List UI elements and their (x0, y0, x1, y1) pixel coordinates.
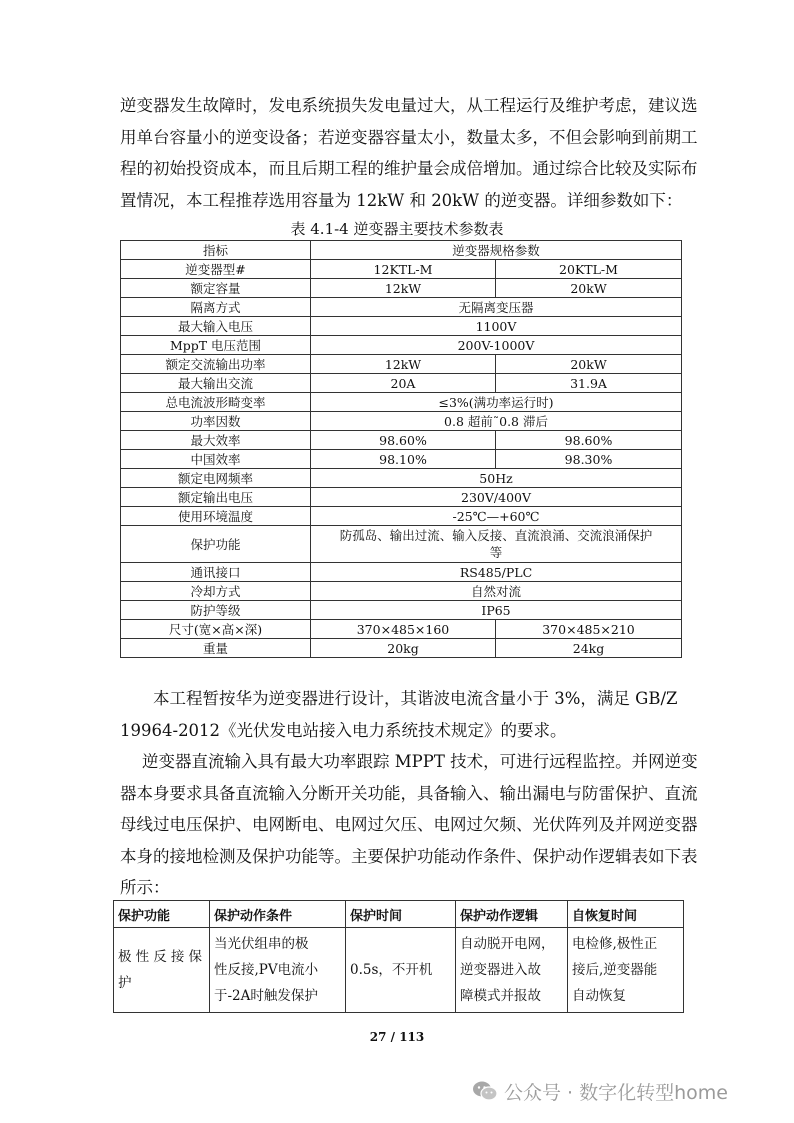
spec-value-cell: 370×485×160 (311, 620, 496, 639)
spec-label-cell: 逆变器型# (121, 260, 311, 279)
spec-label-cell: 尺寸(宽×高×深) (121, 620, 311, 639)
table-row (121, 393, 682, 412)
spec-value-cell: 20kW (496, 355, 682, 374)
spec-value-cell: 24kg (496, 639, 682, 658)
header-cell: 保护动作逻辑 (456, 901, 568, 928)
table-row (121, 507, 682, 526)
para-line: 本工程暂按华为逆变器进行设计，其谐波电流含量小于 3%，满足 GB/Z (153, 689, 678, 708)
intro-line: 逆变器发生故障时，发电系统损失发电量过大，从工程运行及维护考虑，建议选 (120, 96, 698, 115)
spec-value-cell: 自然对流 (311, 582, 682, 601)
cell-line: 障模式并报故 (460, 988, 541, 1004)
cell-line: 等 (489, 545, 503, 560)
spec-value-cell: 230V/400V (311, 488, 682, 507)
para-line: 逆变器直流输入具有最大功率跟踪 MPPT 技术，可进行远程监控。并网逆变 (142, 752, 698, 771)
para-line: 母线过电压保护、电网断电、电网过欠压、电网过欠频、光伏阵列及并网逆变器 (120, 815, 698, 834)
table-row (121, 488, 682, 507)
cell-text: 0.5s，不开机 (350, 962, 433, 978)
intro-line: 程的初始投资成本，而且后期工程的维护量会成倍增加。通过综合比较及实际布 (120, 159, 698, 178)
spec-value-cell: 20kW (496, 279, 682, 298)
spec-label-cell: 重量 (121, 639, 311, 658)
table-row (121, 601, 682, 620)
logic-cell (456, 928, 568, 1013)
header-cell: 指标 (121, 241, 311, 260)
spec-label-cell: 防护等级 (121, 601, 311, 620)
table-row (121, 469, 682, 488)
spec-value-cell: IP65 (311, 601, 682, 620)
spec-value-cell: 98.60% (311, 431, 496, 450)
time-cell (346, 928, 456, 1013)
spec-label-cell: 冷却方式 (121, 582, 311, 601)
table-row (121, 336, 682, 355)
table-row (121, 563, 682, 582)
cell-line: 接后,逆变器能 (572, 962, 658, 978)
para-line: 19964-2012《光伏发电站接入电力系统技术规定》的要求。 (120, 720, 567, 740)
table-row (121, 279, 682, 298)
table-row (121, 526, 682, 563)
spec-value-cell: 50Hz (311, 469, 682, 488)
protection-logic-table (113, 900, 684, 1013)
cell-line: 逆变器进入故 (460, 962, 541, 978)
intro-line: 用单台容量小的逆变设备；若逆变器容量太小，数量太多，不但会影响到前期工 (120, 127, 698, 147)
header-cell: 保护动作条件 (210, 901, 346, 928)
cell-line: 防孤岛、输出过流、输入反接、直流浪涌、交流浪涌保护 (339, 528, 653, 543)
table-header-row (121, 241, 682, 260)
table-row (121, 639, 682, 658)
function-cell (114, 928, 210, 1013)
spec-label-cell: MppT 电压范围 (121, 336, 311, 355)
spec-label-cell: 最大输出交流 (121, 374, 311, 393)
spec-value-cell: RS485/PLC (311, 563, 682, 582)
spec-label-cell: 功率因数 (121, 412, 311, 431)
spec-value-cell: 20A (311, 374, 496, 393)
table-row (121, 431, 682, 450)
header-cell: 保护功能 (114, 901, 210, 928)
recovery-cell (568, 928, 684, 1013)
wechat-icon (472, 1080, 498, 1102)
para-line: 器本身要求具备直流输入分断开关功能，具备输入、输出漏电与防雷保护、直流 (120, 783, 698, 803)
table-row (114, 928, 684, 1013)
table-row (121, 355, 682, 374)
cell-line: 自动脱开电网， (460, 936, 555, 952)
spec-label-cell: 额定交流输出功率 (121, 355, 311, 374)
spec-value-cell: 无隔离变压器 (311, 298, 682, 317)
spec-value-cell: 98.10% (311, 450, 496, 469)
spec-value-cell: 31.9A (496, 374, 682, 393)
header-cell: 自恢复时间 (568, 901, 684, 928)
spec-label-cell: 最大效率 (121, 431, 311, 450)
watermark-text: 公众号 · 数字化转型home (504, 1081, 728, 1104)
intro-paragraph (120, 90, 698, 216)
cell-text: 极性反接保护 (118, 949, 205, 991)
cell-line: 性反接,PV电流小 (214, 962, 319, 978)
spec-value-cell: 98.60% (496, 431, 682, 450)
spec-value-cell: 12kW (311, 355, 496, 374)
table-row (121, 298, 682, 317)
para-line: 本身的接地检测及保护功能等。主要保护功能动作条件、保护动作逻辑表如下表 (120, 846, 698, 866)
spec-label-cell: 中国效率 (121, 450, 311, 469)
table-row (121, 317, 682, 336)
spec-label-cell: 额定输出电压 (121, 488, 311, 507)
inverter-spec-table (120, 240, 682, 658)
spec-label-cell: 隔离方式 (121, 298, 311, 317)
spec-value-cell: 20KTL-M (496, 260, 682, 279)
cell-line: 于-2A时触发保护 (214, 988, 318, 1004)
table-row (121, 374, 682, 393)
spec-value-cell: -25℃—+60℃ (311, 507, 682, 526)
spec-label-cell: 额定容量 (121, 279, 311, 298)
spec-value-cell: 98.30% (496, 450, 682, 469)
header-cell: 逆变器规格参数 (311, 241, 682, 260)
table-row (121, 412, 682, 431)
table-row (121, 260, 682, 279)
spec-label-cell: 额定电网频率 (121, 469, 311, 488)
spec-value-cell: 200V-1000V (311, 336, 682, 355)
cell-line: 电检修,极性正 (572, 936, 658, 952)
cell-line: 自动恢复 (572, 988, 626, 1004)
spec-value-cell: 370×485×210 (496, 620, 682, 639)
spec-value-cell: ≤3%(满功率运行时) (311, 393, 682, 412)
page-number: 27 / 113 (369, 1030, 425, 1044)
spec-value-cell (311, 526, 682, 563)
protection-paragraph (120, 746, 698, 904)
spec-value-cell: 1100V (311, 317, 682, 336)
spec-label-cell: 保护功能 (121, 526, 311, 563)
spec-value-cell: 20kg (311, 639, 496, 658)
spec-label-cell: 最大输入电压 (121, 317, 311, 336)
table-row (121, 582, 682, 601)
spec-value-cell: 12KTL-M (311, 260, 496, 279)
condition-cell (210, 928, 346, 1013)
cell-line: 当光伏组串的极 (214, 936, 309, 952)
table-caption: 表 4.1-4 逆变器主要技术参数表 (290, 220, 504, 238)
para-line: 所示： (120, 878, 170, 897)
spec-value-cell: 12kW (311, 279, 496, 298)
table-row (121, 450, 682, 469)
header-cell: 保护时间 (346, 901, 456, 928)
spec-label-cell: 使用环境温度 (121, 507, 311, 526)
harmonic-paragraph (120, 683, 680, 746)
spec-label-cell: 通讯接口 (121, 563, 311, 582)
spec-value-cell: 0.8 超前˜0.8 滞后 (311, 412, 682, 431)
table-row (121, 620, 682, 639)
spec-label-cell: 总电流波形畸变率 (121, 393, 311, 412)
watermark (472, 1076, 728, 1106)
table-header-row (114, 901, 684, 928)
intro-line: 置情况，本工程推荐选用容量为 12kW 和 20kW 的逆变器。详细参数如下： (120, 190, 683, 210)
